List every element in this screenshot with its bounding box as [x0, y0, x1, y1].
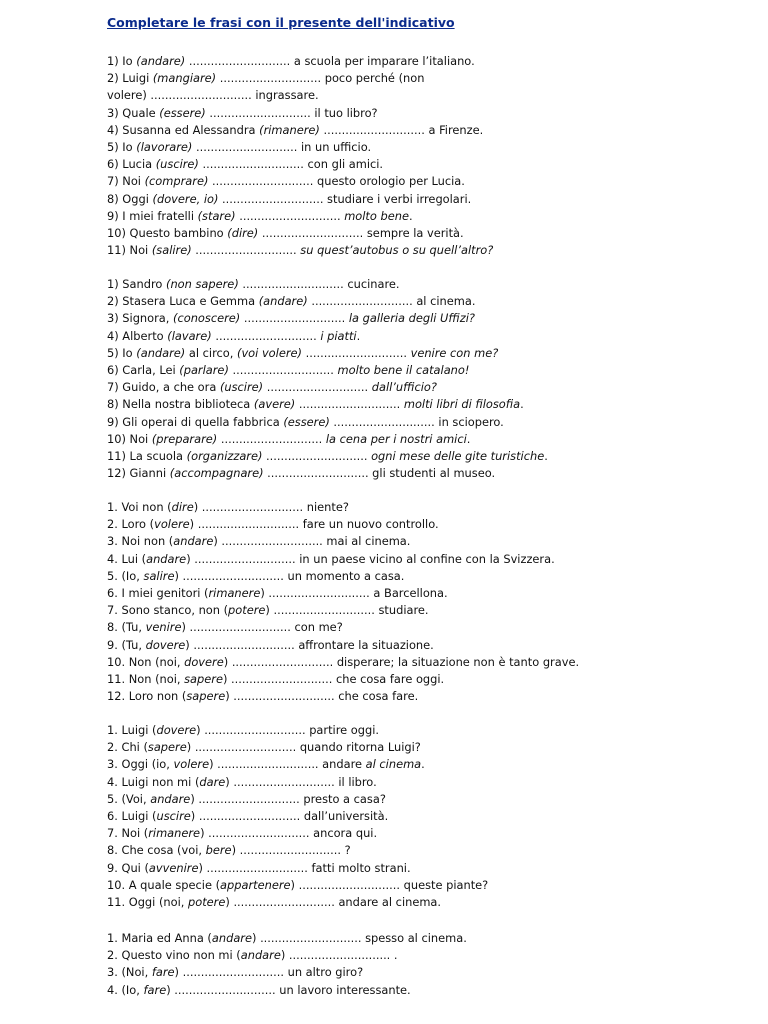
exercise-line: 4. Lui (andare) ............................ in un paese vicino al confine con la Svizzera.: [107, 551, 555, 566]
exercise-line: 7) Guido, a che ora (uscire) ............................ dall’ufficio?: [107, 380, 437, 395]
exercise-line: 2) Stasera Luca e Gemma (andare) ............................ al cinema.: [107, 294, 476, 309]
exercise-line: 9) I miei fratelli (stare) ............................ molto bene.: [107, 208, 413, 223]
exercise-line: 7. Noi (rimanere) ............................ ancora qui.: [107, 826, 378, 841]
exercise-line: 11) Noi (salire) ............................ su quest’autobus o su quell’altro?: [107, 243, 494, 258]
exercise-line: 10. A quale specie (appartenere) ............................ queste piante?: [107, 877, 489, 892]
exercise-line: 5) Io (lavorare) ............................ in un ufficio.: [107, 140, 372, 154]
exercise-line: 4) Alberto (lavare) ............................ i piatti.: [107, 328, 361, 343]
exercise-line: 12. Loro non (sapere) ............................ che cosa fare.: [107, 689, 419, 704]
exercise-line: 4) Susanna ed Alessandra (rimanere) ............................ a Firenze.: [107, 122, 484, 137]
exercise-line: 11. Non (noi, sapere) ............................ che cosa fare oggi.: [107, 672, 445, 686]
exercise-line: 4. (Io, fare) ............................ un lavoro interessante.: [107, 982, 411, 997]
exercise-line: 6. I miei genitori (rimanere) ............................ a Barcellona.: [107, 586, 448, 600]
exercise-line: 5. (Io, salire) ............................ un momento a casa.: [107, 568, 405, 583]
exercise-line: 2. Chi (sapere) ............................ quando ritorna Luigi?: [107, 740, 421, 755]
exercise-line: 7) Noi (comprare) ............................ questo orologio per Lucia.: [107, 174, 465, 189]
exercise-line: 11. Oggi (noi, potere) ............................ andare al cinema.: [107, 895, 442, 909]
exercise-line: 3. Noi non (andare) ............................ mai al cinema.: [107, 534, 411, 549]
exercise-line: 5) Io (andare) al circo, (voi volere) ............................ venire con me?: [107, 345, 499, 360]
exercise-line: 2) Luigi (mangiare) ............................ poco perché (non: [107, 71, 425, 86]
exercise-line: 1) Io (andare) ............................ a scuola per imparare l’italiano.: [107, 54, 475, 68]
exercise-line: 2. Questo vino non mi (andare) ............................ .: [107, 948, 398, 963]
exercise-line: 7. Sono stanco, non (potere) ............................ studiare.: [107, 603, 429, 618]
exercise-line: 12) Gianni (accompagnare) ............................ gli studenti al museo.: [107, 466, 496, 481]
exercise-line: 8. (Tu, venire) ............................ con me?: [107, 620, 343, 635]
exercise-line: 1. Maria ed Anna (andare) ............................ spesso al cinema.: [107, 931, 467, 945]
worksheet-title: Completare le frasi con il presente dell'indicativo: [107, 15, 455, 30]
exercise-line: 9. (Tu, dovere) ............................ affrontare la situazione.: [107, 637, 434, 652]
exercise-line: 1. Voi non (dire) ............................ niente?: [107, 500, 349, 514]
exercise-line: 9) Gli operai di quella fabbrica (essere) ............................ in sciopero.: [107, 414, 504, 429]
exercise-line: 10. Non (noi, dovere) ............................ disperare; la situazione non è tanto grave.: [107, 654, 580, 669]
exercise-line: 10) Questo bambino (dire) ............................ sempre la verità.: [107, 226, 464, 240]
exercise-line: 8) Nella nostra biblioteca (avere) ............................ molti libri di filosofia.: [107, 397, 524, 412]
exercise-line: 10) Noi (preparare) ............................ la cena per i nostri amici.: [107, 431, 471, 446]
exercise-line: 4. Luigi non mi (dare) ............................ il libro.: [107, 774, 377, 789]
exercise-line: 6) Carla, Lei (parlare) ............................ molto bene il catalano!: [107, 363, 470, 377]
exercise-line: 9. Qui (avvenire) ............................ fatti molto strani.: [107, 860, 411, 875]
exercise-line: 3) Signora, (conoscere) ............................ la galleria degli Uffizi?: [107, 311, 475, 326]
exercise-line: 1. Luigi (dovere) ............................ partire oggi.: [107, 723, 379, 737]
exercise-line: 2. Loro (volere) ............................ fare un nuovo controllo.: [107, 517, 439, 532]
exercise-line: 8) Oggi (dovere, io) ............................ studiare i verbi irregolari.: [107, 191, 472, 206]
exercise-line: 3. Oggi (io, volere) ............................ andare al cinema.: [107, 757, 425, 772]
exercise-line: 3. (Noi, fare) ............................ un altro giro?: [107, 965, 364, 980]
exercise-line: 8. Che cosa (voi, bere) ............................ ?: [107, 843, 351, 858]
exercise-line: 11) La scuola (organizzare) ............................ ogni mese delle gite turistiche.: [107, 449, 548, 463]
exercise-line: 6. Luigi (uscire) ............................ dall’università.: [107, 809, 389, 823]
exercise-line: 6) Lucia (uscire) ............................ con gli amici.: [107, 157, 384, 172]
exercise-line: 5. (Voi, andare) ............................ presto a casa?: [107, 791, 386, 806]
exercise-line: 3) Quale (essere) ............................ il tuo libro?: [107, 105, 378, 120]
exercise-line: 1) Sandro (non sapere) ............................ cucinare.: [107, 277, 400, 291]
exercise-line: volere) ............................ ingrassare.: [107, 88, 319, 103]
